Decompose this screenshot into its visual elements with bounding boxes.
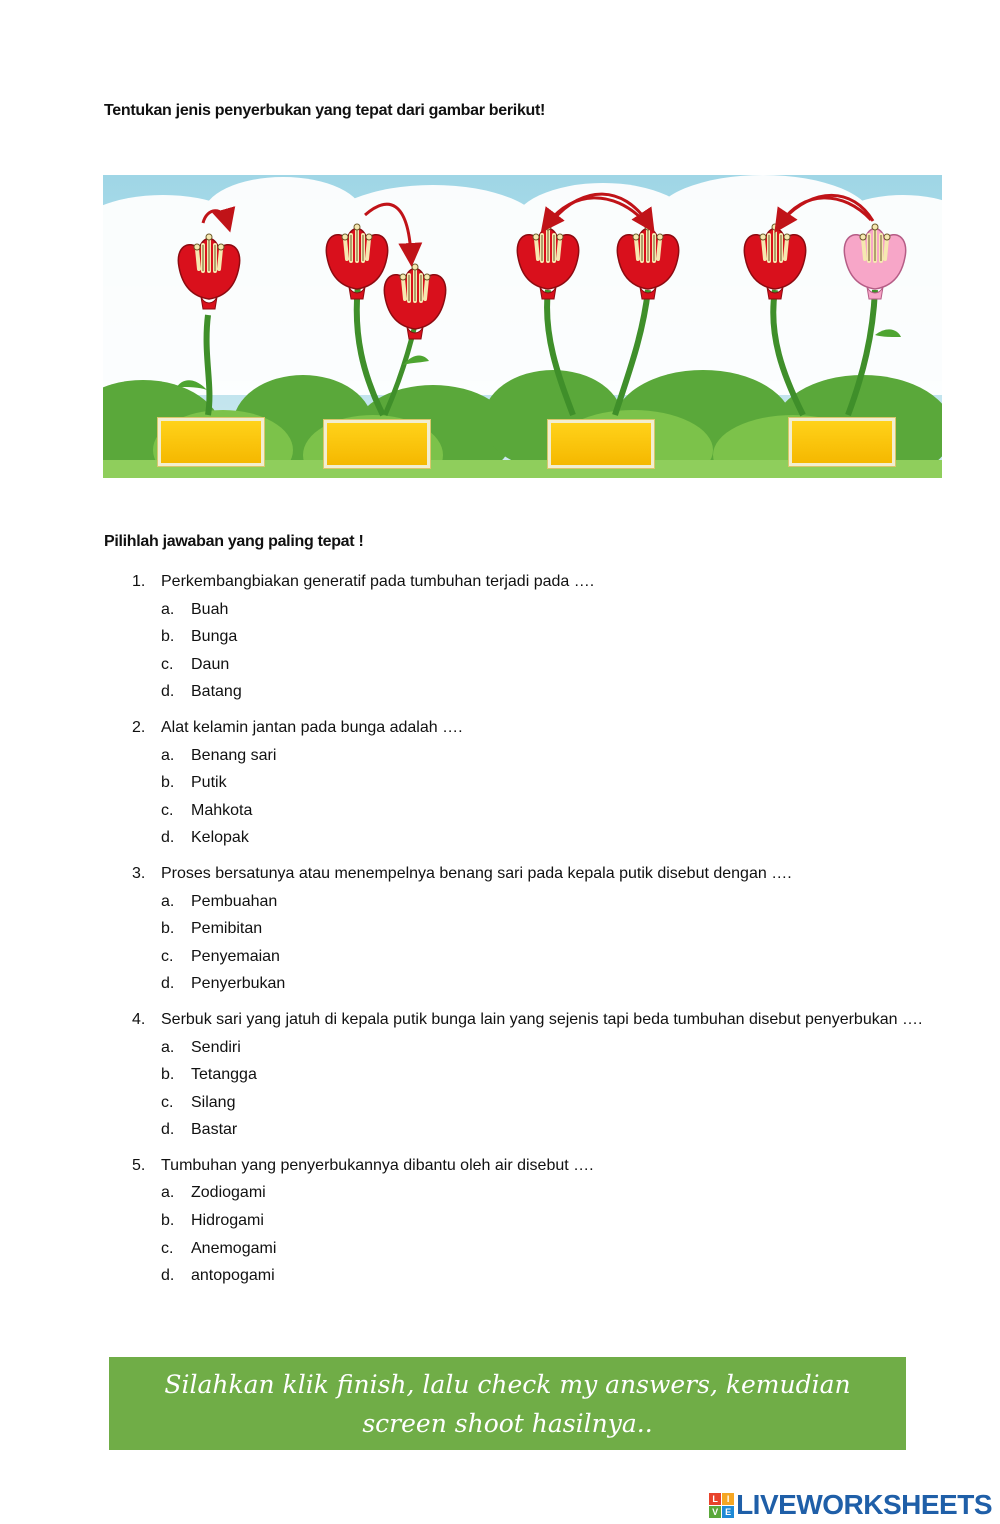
question-text: Alat kelamin jantan pada bunga adalah ….	[161, 718, 463, 736]
instruction-heading-quiz: Pilihlah jawaban yang paling tepat !	[104, 533, 364, 550]
question-number: 5.	[132, 1156, 146, 1174]
option-5d[interactable]: d. antopogami	[161, 1267, 275, 1285]
answer-box-self[interactable]	[158, 418, 264, 466]
liveworksheets-logo	[709, 1488, 992, 1522]
instruction-heading-pollination: Tentukan jenis penyerbukan yang tepat dari gambar berikut!	[104, 102, 546, 119]
option-3b[interactable]: b. Pemibitan	[161, 920, 263, 938]
option-4b[interactable]: b. Tetangga	[161, 1066, 257, 1084]
option-5a[interactable]: a. Zodiogami	[161, 1184, 266, 1202]
answer-box-cross[interactable]	[548, 420, 654, 468]
question-number: 4.	[132, 1010, 146, 1028]
question-text: Tumbuhan yang penyerbukannya dibantu oleh air disebut ….	[161, 1156, 594, 1174]
finish-instruction-banner	[109, 1357, 906, 1450]
question-1	[104, 568, 924, 706]
option-1c[interactable]: c. Daun	[161, 655, 230, 673]
question-text: Serbuk sari yang jatuh di kepala putik bunga lain yang sejenis tapi beda tumbuhan disebut penyerbukan ….	[161, 1010, 923, 1028]
option-2c[interactable]: c. Mahkota	[161, 801, 253, 819]
answer-box-neighbour[interactable]	[324, 420, 430, 468]
option-1a[interactable]: a. Buah	[161, 600, 229, 618]
question-number: 3.	[132, 864, 146, 882]
pollination-illustration	[103, 175, 942, 478]
question-5	[104, 1152, 924, 1290]
option-2a[interactable]: a. Benang sari	[161, 746, 277, 764]
question-3	[104, 860, 924, 998]
answer-box-hybrid[interactable]	[789, 418, 895, 466]
question-2	[104, 714, 924, 852]
option-3d[interactable]: d. Penyerbukan	[161, 975, 286, 993]
question-number: 1.	[132, 573, 146, 590]
option-2b[interactable]: b. Putik	[161, 774, 227, 792]
banner-line-1: Silahkan klik finish, lalu check my answers, kemudian	[164, 1370, 851, 1399]
option-5b[interactable]: b. Hidrogami	[161, 1212, 264, 1230]
option-4c[interactable]: c. Silang	[161, 1093, 236, 1111]
option-4a[interactable]: a. Sendiri	[161, 1038, 241, 1056]
option-2d[interactable]: d. Kelopak	[161, 829, 249, 847]
option-1d[interactable]: d. Batang	[161, 683, 242, 701]
option-3c[interactable]: c. Penyemaian	[161, 947, 280, 965]
logo-tiles-icon: L I V E	[709, 1493, 734, 1518]
question-text: Perkembangbiakan generatif pada tumbuhan terjadi pada ….	[161, 573, 595, 590]
question-text: Proses bersatunya atau menempelnya benang sari pada kepala putik disebut dengan ….	[161, 864, 792, 882]
question-number: 2.	[132, 718, 146, 736]
option-1b[interactable]: b. Bunga	[161, 628, 238, 646]
option-3a[interactable]: a. Pembuahan	[161, 892, 278, 910]
option-5c[interactable]: c. Anemogami	[161, 1239, 277, 1257]
option-4d[interactable]: d. Bastar	[161, 1121, 238, 1139]
logo-text: LIVEWORKSHEETS	[736, 1489, 992, 1520]
banner-line-2: screen shoot hasilnya..	[362, 1409, 653, 1438]
question-list	[104, 568, 924, 1298]
question-4	[104, 1006, 924, 1144]
